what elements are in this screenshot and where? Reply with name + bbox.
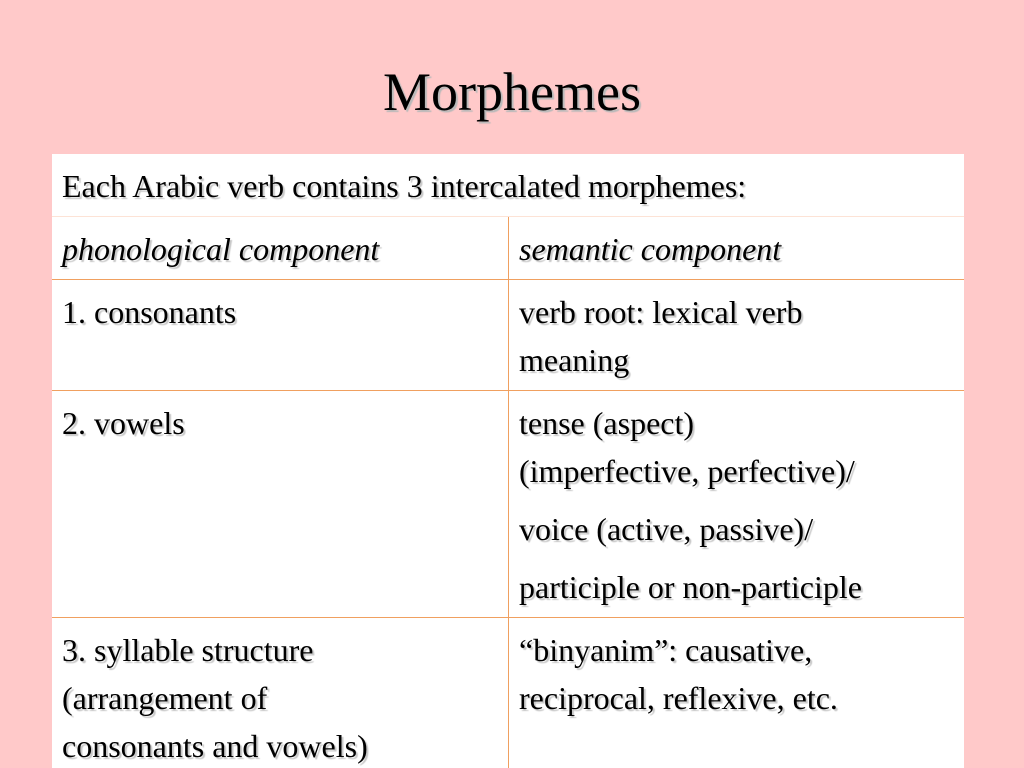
cell-line: reciprocal, reflexive, etc.	[519, 680, 838, 716]
table-row	[52, 280, 964, 391]
row-2-phonological	[52, 391, 509, 618]
row-3-semantic	[509, 618, 965, 768]
cell-line: 2. vowels	[62, 405, 185, 441]
column-header-semantic: semantic component	[509, 217, 965, 280]
column-header-row	[52, 217, 964, 280]
cell-line: meaning	[519, 342, 630, 378]
cell-line: “binyanim”: causative,	[519, 632, 813, 668]
table-intro-row	[52, 154, 964, 217]
cell-line: (arrangement of	[62, 680, 268, 716]
cell-line: 3. syllable structure	[62, 632, 314, 668]
row-1-phonological	[52, 280, 509, 391]
cell-line: voice (active, passive)/	[519, 511, 814, 547]
row-1-semantic	[509, 280, 965, 391]
table-row	[52, 618, 964, 768]
table-row	[52, 391, 964, 618]
cell-line: participle or non-participle	[519, 569, 862, 605]
cell-line: consonants and vowels)	[62, 728, 368, 764]
cell-line: verb root: lexical verb	[519, 294, 803, 330]
intro-text: Each Arabic verb contains 3 intercalated morphemes:	[52, 154, 964, 217]
row-2-semantic	[509, 391, 965, 618]
column-header-phonological: phonological component	[52, 217, 509, 280]
morphemes-table	[52, 154, 964, 768]
slide-title: Morphemes	[383, 62, 641, 122]
row-3-phonological	[52, 618, 509, 768]
cell-line: tense (aspect)	[519, 405, 695, 441]
cell-line: (imperfective, perfective)/	[519, 453, 855, 489]
cell-line: 1. consonants	[62, 294, 237, 330]
